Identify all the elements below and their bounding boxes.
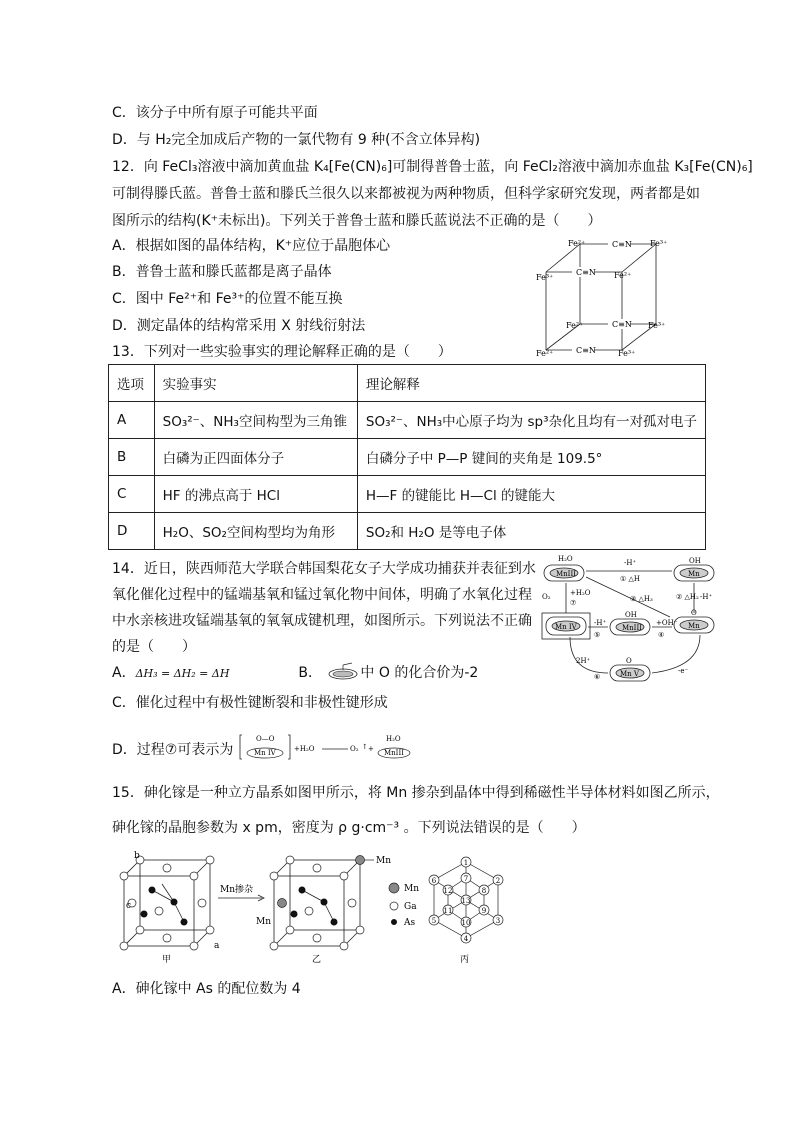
legend-mn: Mn [404, 884, 420, 894]
label-a: a [214, 941, 220, 951]
caption-jia: 甲 [162, 955, 172, 965]
h-plus-label: -H⁺ [624, 559, 637, 567]
table-cell: D [109, 513, 155, 550]
q14-text-1: 14．近日，陕西师范大学联合韩国梨花女子大学成功捕获并表征到水 [112, 561, 536, 577]
label-b: b [134, 851, 140, 861]
step2-label: ② △H₂ [676, 593, 699, 601]
q12-option-c: C．图中 Fe²⁺和 Fe³⁺的位置不能互换 [112, 291, 343, 307]
fe-label: Fe²⁺ [536, 349, 554, 358]
table-row [109, 439, 706, 476]
q14-option-c: C．催化过程中有极性键断裂和非极性键形成 [112, 695, 388, 711]
oh-plus-label: +OH⁻ [656, 619, 678, 627]
mn-label: Mn [376, 856, 392, 866]
table-cell: 白磷为正四面体分子 [154, 439, 357, 476]
h-plus-label: -H⁺ [594, 619, 607, 627]
mn-dope-label: Mn掺杂 [220, 885, 254, 895]
mn3-label: MnIII [622, 624, 642, 632]
option-b-text: 中 O 的化合价为-2 [360, 665, 479, 681]
h2o-plus-label: +H₂O [570, 589, 591, 597]
step4-label: ④ [658, 631, 665, 639]
table-cell: SO₃²⁻、NH₃中心原子均为 sp³杂化且均有一对孤对电子 [357, 402, 705, 439]
prussian-blue-structure-figure [536, 232, 676, 360]
table-cell: H—F 的键能比 H—Cl 的键能大 [357, 476, 705, 513]
node-num: 7 [463, 875, 469, 883]
table-row [109, 476, 706, 513]
table-header: 实验事实 [154, 365, 357, 402]
step5-label: ⑤ [594, 631, 601, 639]
mn3-label: MnIII [556, 570, 576, 578]
mn-label: Mn [256, 917, 272, 927]
two-h-label: 2H⁺ [576, 657, 591, 665]
node-num: 6 [431, 877, 437, 885]
node-num: 12 [443, 887, 453, 895]
option-b-label: B． [298, 665, 322, 681]
node-num: 5 [431, 917, 437, 925]
node-num: 13 [461, 897, 471, 905]
fe-label: Fe²⁺ [614, 271, 632, 280]
h2o-label: H₂O [385, 735, 401, 743]
node-num: 4 [463, 935, 469, 943]
oh-label: OH [689, 557, 701, 565]
mn-label: Mn [688, 570, 700, 578]
water-oxidation-cycle-figure [540, 555, 716, 689]
node-num: 8 [481, 887, 487, 895]
legend-as: As [404, 918, 416, 928]
cn-label: C≡N [612, 240, 632, 249]
table-row [109, 513, 706, 550]
q13-text: 13．下列对一些实验事实的理论解释正确的是（ ） [112, 344, 452, 360]
q12-text-2: 可制得滕氏蓝。普鲁士蓝和滕氏兰很久以来都被视为两种物质，但科学家研究发现，两者都是如 [112, 186, 700, 202]
q12-option-d: D．测定晶体的结构常采用 X 射线衍射法 [112, 318, 366, 334]
process-7-equation [238, 733, 418, 767]
step1-label: ① △H [620, 575, 640, 583]
q12-option-a: A．根据如图的晶体结构，K⁺应位于晶胞体心 [112, 238, 391, 254]
h2o-label: H₂O [558, 555, 573, 563]
option-d-prev: D．与 H₂完全加成后产物的一氯代物有 9 种(不含立体异构) [112, 132, 481, 148]
table-cell: HF 的沸点高于 HCl [154, 476, 357, 513]
q15-text-1: 15．砷化镓是一种立方晶系如图甲所示，将 Mn 掺杂到晶体中得到稀磁性半导体材料如图乙所示， [112, 785, 720, 801]
q14-text-2: 氧化催化过程中的锰端基氧和锰过氧化物中间体，明确了水氧化过程 [112, 587, 532, 603]
q14-option-d [112, 733, 418, 767]
cn-label: C≡N [612, 320, 632, 329]
fe-label: Fe²⁺ [566, 321, 584, 330]
cn-label: C≡N [576, 346, 596, 355]
mn4-label: Mn IV [253, 749, 276, 757]
fe-label: Fe³⁺ [618, 349, 636, 358]
o-label: O [626, 657, 632, 665]
node-num: 11 [443, 907, 453, 915]
oh-label: OH [625, 611, 637, 619]
table-cell: B [109, 439, 155, 476]
explanation-table [108, 364, 706, 550]
node-num: 10 [461, 919, 471, 927]
option-d-label: D．过程⑦可表示为 [112, 742, 234, 758]
fe-label: Fe²⁺ [568, 239, 586, 248]
q14-text-4: 的是（ ） [112, 639, 196, 655]
table-cell: H₂O、SO₂空间构型均为角形 [154, 513, 357, 550]
mn3-label: MnIII [383, 749, 404, 757]
caption-bing: 丙 [460, 955, 470, 965]
delta-h-formula: ΔH₃ = ΔH₂ = ΔH [135, 667, 230, 680]
node-num: 2 [495, 877, 501, 885]
q15-option-a: A．砷化镓中 As 的配位数为 4 [112, 981, 301, 997]
step6-label: ⑥ [594, 673, 601, 681]
label-c: c [126, 901, 132, 911]
table-cell: SO₃²⁻、NH₃空间构型为三角锥 [154, 402, 357, 439]
cn-label: C≡N [576, 268, 596, 277]
table-cell: A [109, 402, 155, 439]
o2-label: O₂ [542, 593, 551, 601]
h2o-plus-label: +H₂O [293, 745, 315, 753]
node-num: 3 [495, 917, 501, 925]
q12-text-3: 图所示的结构(K⁺未标出)。下列关于普鲁士蓝和滕氏蓝说法不正确的是（ ） [112, 213, 602, 229]
mn-label: Mn [688, 622, 700, 630]
svg-text:+: + [367, 745, 374, 753]
q14-option-a [112, 660, 478, 686]
mn5-label: Mn V [620, 670, 639, 678]
fe-label: Fe³⁺ [650, 239, 668, 248]
caption-yi: 乙 [312, 955, 322, 965]
fe-label: Fe³⁺ [648, 321, 666, 330]
node-num: 1 [463, 859, 469, 867]
q12-option-b: B．普鲁士蓝和滕氏蓝都是离子晶体 [112, 264, 332, 280]
table-cell: C [109, 476, 155, 513]
e-minus-label: -e⁻ [678, 667, 689, 675]
o-label: O [691, 609, 697, 617]
step7-label: ⑦ [570, 599, 577, 607]
o2-label: O₂ [349, 745, 359, 753]
q15-text-2: 砷化镓的晶胞参数为 x pm，密度为 ρ g·cm⁻³ 。下列说法错误的是（ ） [112, 820, 586, 836]
table-header: 选项 [109, 365, 155, 402]
h-plus-label: -H⁺ [700, 593, 713, 601]
table-cell: 白磷分子中 P—P 键间的夹角是 109.5° [357, 439, 705, 476]
table-header-row [109, 365, 706, 402]
mn-peroxo-icon [326, 660, 360, 686]
fe-label: Fe³⁺ [536, 273, 554, 282]
table-cell: SO₂和 H₂O 是等电子体 [357, 513, 705, 550]
option-c-prev: C．该分子中所有原子可能共平面 [112, 105, 318, 121]
gaas-crystal-figure [112, 850, 512, 968]
o-o-label: O—O [255, 735, 275, 743]
legend-ga: Ga [404, 902, 417, 912]
node-num: 9 [481, 907, 487, 915]
table-header: 理论解释 [357, 365, 705, 402]
up-arrow-icon: ↑ [361, 743, 368, 751]
q12-text-1: 12．向 FeCl₃溶液中滴加黄血盐 K₄[Fe(CN)₆]可制得普鲁士蓝，向 FeCl₂溶液中滴加赤血盐 K₃[Fe(CN)₆] [112, 159, 753, 175]
option-a-label: A． [112, 665, 136, 681]
step3-label: ③ △H₃ [630, 595, 653, 603]
q14-text-3: 中水亲核进攻锰端基氧的氧氧成键机理，如图所示。下列说法不正确 [112, 613, 532, 629]
table-row [109, 402, 706, 439]
mn4-label: Mn IV [555, 623, 577, 631]
